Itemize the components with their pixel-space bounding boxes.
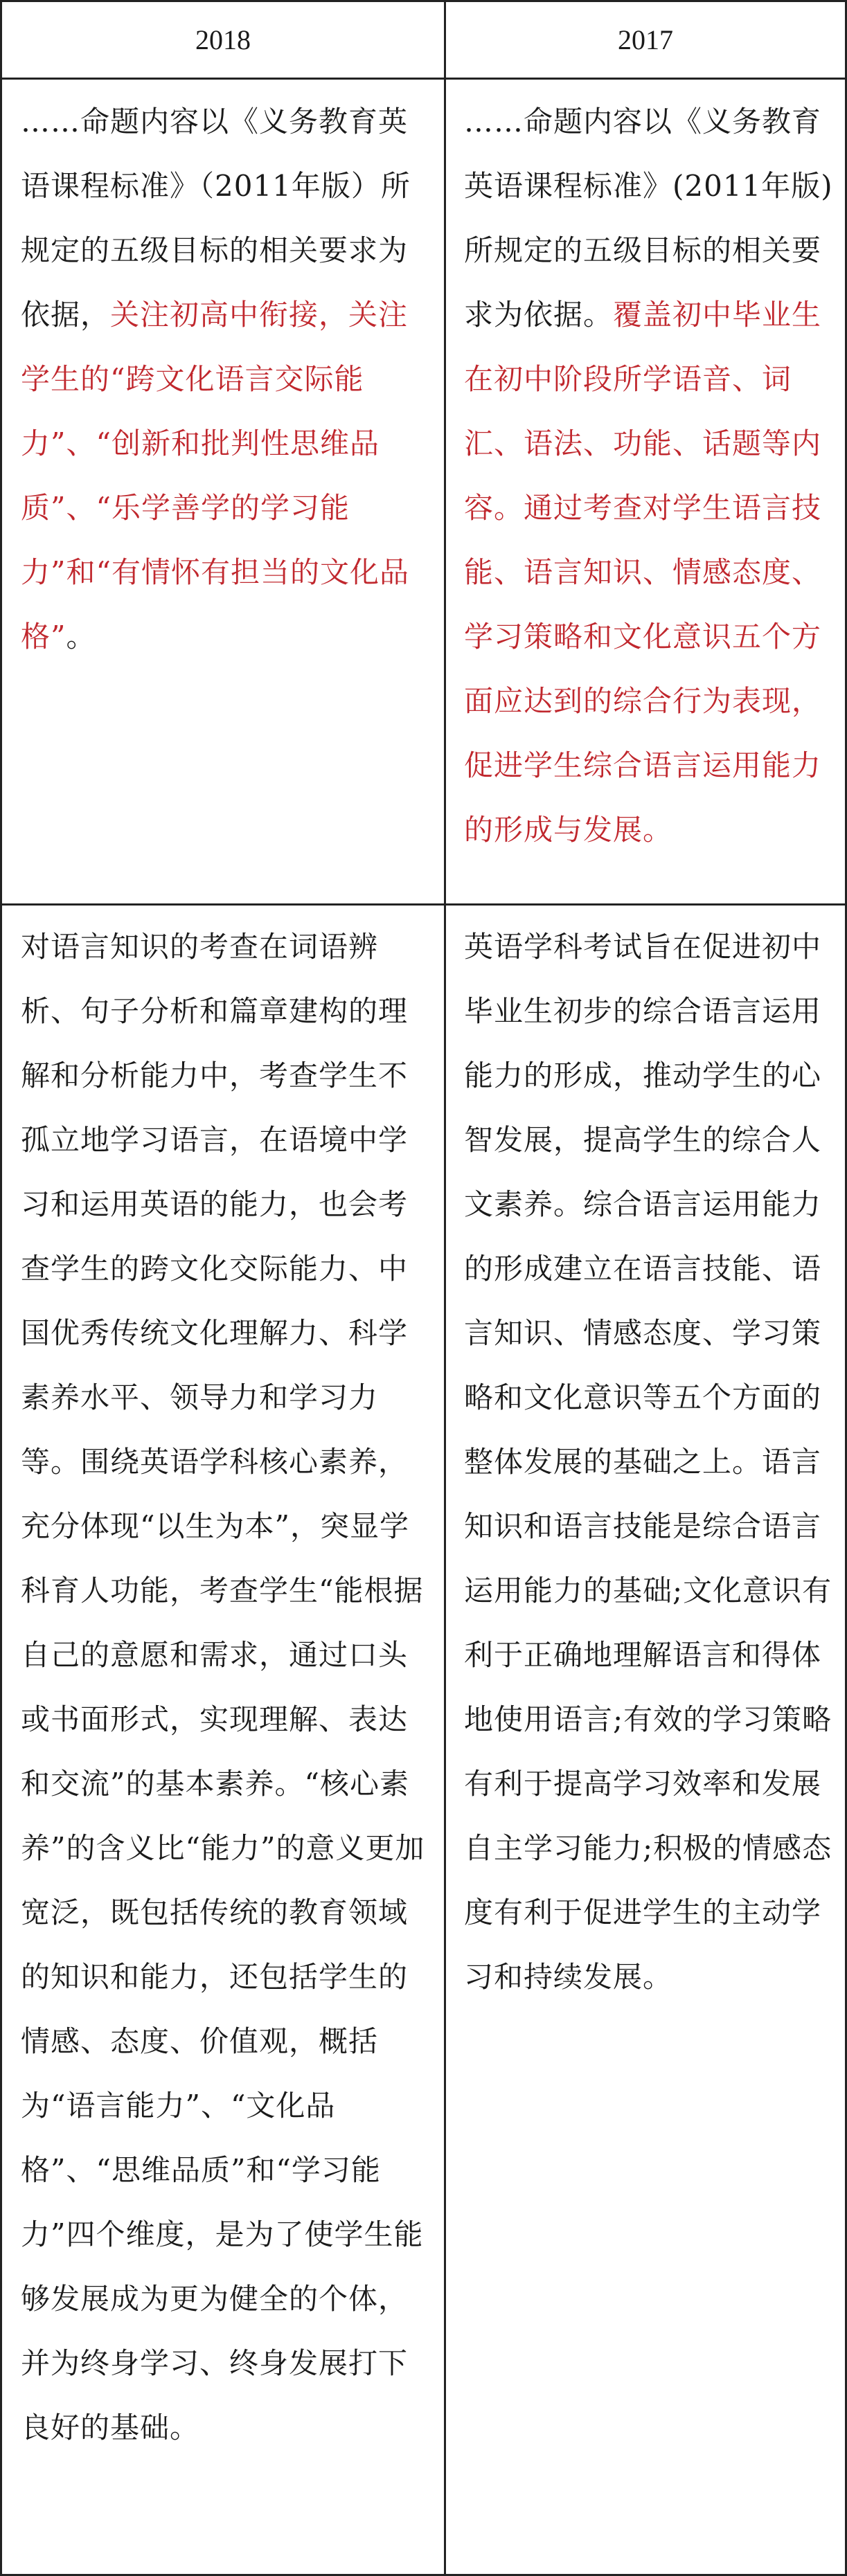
cell-2018-core-literacy	[21, 915, 436, 2569]
header-2018: 2018	[195, 24, 251, 55]
text-2017-intro: ……命题内容以《义务教育英语课程标准》(2011年版)所规定的五级目标的相关要求为依据。	[464, 105, 833, 332]
text-2017-language-ability: 英语学科考试旨在促进初中毕业生初步的综合语言运用能力的形成，推动学生的心智发展，提高学生的综合人文素养。综合语言运用能力的形成建立在语言技能、语言知识、情感态度、学习策略和文化意识等五个方面的整体发展的基础之上。语言知识和语言技能是综合语言运用能力的基础;文化意识有利于正确地理解语言和得体地使用语言;有效的学习策略有利于提高学习效率和发展自主学习能力;积极的情感态度有利于促进学生的主动学习和持续发展。	[464, 930, 832, 1994]
cell-2018-intro	[21, 89, 436, 899]
text-2018-ending: 。	[66, 620, 96, 654]
left-border	[0, 2, 2, 2574]
row-divider	[0, 903, 847, 906]
column-divider	[444, 2, 446, 2574]
text-2017-highlight: 覆盖初中毕业生在初中阶段所学语音、词汇、语法、功能、话题等内容。通过考查对学生语言技能、语言知识、情感态度、学习策略和文化意识五个方面应达到的综合行为表现，促进学生综合语言运用能力的形成与发展。	[464, 298, 822, 847]
cell-2017-language-ability	[464, 915, 838, 2569]
text-2018-intro: ……命题内容以《义务教育英语课程标准》（2011年版）所规定的五级目标的相关要求为依据，	[21, 105, 411, 332]
text-2018-highlight: 关注初高中衔接，关注学生的“跨文化语言交际能力”、“创新和批判性思维品质”、“乐学善学的学习能力”和“有情怀有担当的文化品格”	[21, 298, 409, 654]
header-2017: 2017	[618, 24, 673, 55]
text-2018-core-literacy: 对语言知识的考查在词语辨析、句子分析和篇章建构的理解和分析能力中，考查学生不孤立地学习语言，在语境中学习和运用英语的能力，也会考查学生的跨文化交际能力、中国优秀传统文化理解力、科学素养水平、领导力和学习力等。围绕英语学科核心素养，充分体现“以生为本”，突显学科育人功能，考查学生“能根据自己的意愿和需求，通过口头或书面形式，实现理解、表达和交流”的基本素养。“核心素养”的含义比“能力”的意义更加宽泛，既包括传统的教育领域的知识和能力，还包括学生的情感、态度、价值观，概括为“语言能力”、“文化品格”、“思维品质”和“学习能力”四个维度，是为了使学生能够发展成为更为健全的个体，并为终身学习、终身发展打下良好的基础。	[21, 930, 425, 2444]
header-divider	[0, 78, 847, 80]
cell-2017-intro	[464, 89, 838, 899]
